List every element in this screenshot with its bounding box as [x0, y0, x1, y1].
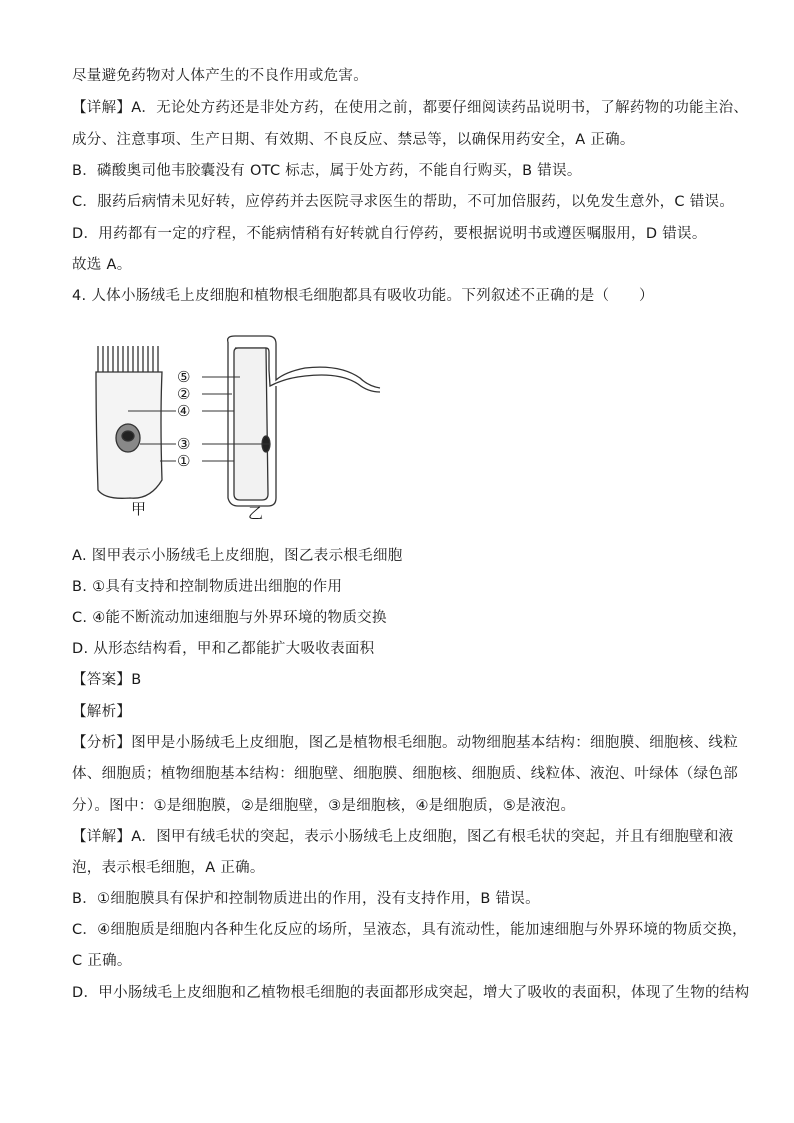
analysis-line: C 正确。 [72, 953, 132, 969]
caption-jia: 甲 [131, 500, 147, 518]
analysis-line: 【分析】图甲是小肠绒毛上皮细胞，图乙是植物根毛细胞。动物细胞基本结构：细胞膜、细胞核、线粒 [72, 735, 738, 751]
text-line: 【详解】A．无论处方药还是非处方药，在使用之前，都要仔细阅读药品说明书，了解药物的功能主治、 [72, 100, 749, 116]
text-line: C．服药后病情未见好转，应停药并去医院寻求医生的帮助，不可加倍服药，以免发生意外，C 错误。 [72, 194, 735, 210]
answer: 【答案】B [72, 672, 142, 688]
option-c: C. ④能不断流动加速细胞与外界环境的物质交换 [72, 610, 387, 626]
option-b: B. ①具有支持和控制物质进出细胞的作用 [72, 579, 343, 595]
text-line: 尽量避免药物对人体产生的不良作用或危害。 [72, 68, 368, 84]
text-line: B．磷酸奥司他韦胶囊没有 OTC 标志，属于处方药，不能自行购买，B 错误。 [72, 163, 582, 179]
option-a: A. 图甲表示小肠绒毛上皮细胞，图乙表示根毛细胞 [72, 548, 403, 564]
caption-yi: 乙 [248, 504, 264, 522]
label-3: ③ [177, 435, 191, 453]
text-line: D．用药都有一定的疗程，不能病情稍有好转就自行停药，要根据说明书或遵医嘱服用，D 错误。 [72, 226, 707, 242]
label-2: ② [177, 385, 191, 403]
epithelial-cell [96, 346, 162, 498]
analysis-line: 体、细胞质；植物细胞基本结构：细胞壁、细胞膜、细胞核、细胞质、线粒体、液泡、叶绿体（绿色部 [72, 766, 738, 782]
analysis-line: B．①细胞膜具有保护和控制物质进出的作用，没有支持作用，B 错误。 [72, 891, 540, 907]
label-5: ⑤ [177, 368, 191, 386]
analysis-heading: 【解析】 [72, 704, 132, 720]
analysis-line: 分）。图中：①是细胞膜，②是细胞壁，③是细胞核，④是细胞质，⑤是液泡。 [72, 798, 576, 814]
text-line: 故选 A。 [72, 257, 132, 273]
analysis-line: C．④细胞质是细胞内各种生化反应的场所，呈液态，具有流动性，能加速细胞与外界环境的物质交换， [72, 922, 747, 938]
analysis-line: 【详解】A．图甲有绒毛状的突起，表示小肠绒毛上皮细胞，图乙有根毛状的突起，并且有细胞壁和液 [72, 829, 734, 845]
label-4: ④ [177, 402, 191, 420]
question-stem: 4. 人体小肠绒毛上皮细胞和植物根毛细胞都具有吸收功能。下列叙述不正确的是（ ） [72, 288, 654, 304]
cell-diagram [90, 330, 390, 530]
text-line: 成分、注意事项、生产日期、有效期、不良反应、禁忌等，以确保用药安全，A 正确。 [72, 132, 635, 148]
option-d: D. 从形态结构看，甲和乙都能扩大吸收表面积 [72, 641, 375, 657]
label-1: ① [177, 452, 191, 470]
root-hair-cell [228, 336, 380, 506]
analysis-line: 泡，表示根毛细胞，A 正确。 [72, 860, 265, 876]
analysis-line: D．甲小肠绒毛上皮细胞和乙植物根毛细胞的表面都形成突起，增大了吸收的表面积，体现了生物的结构 [72, 985, 750, 1001]
